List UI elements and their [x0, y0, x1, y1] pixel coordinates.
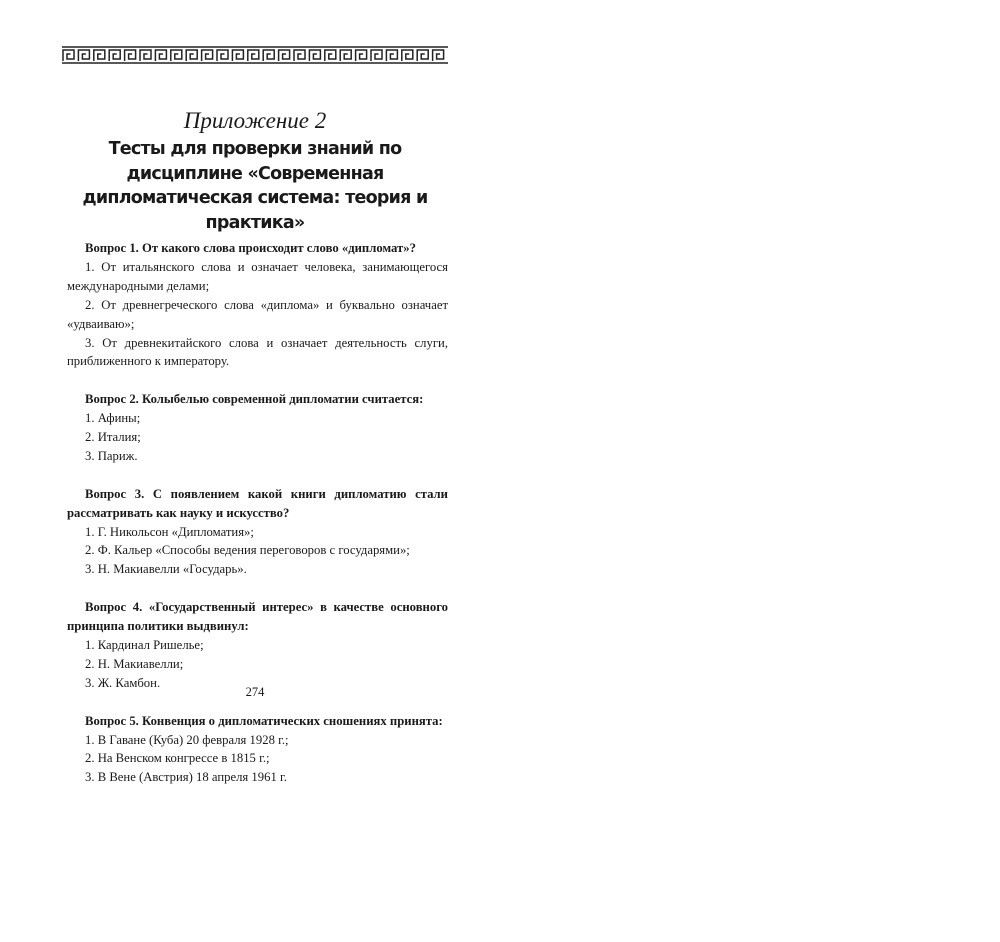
answer-option: 1. От итальянского слова и означает человека, занимающегося международными делами; [67, 259, 448, 293]
question-text: Вопрос 4. «Государственный интерес» в качестве основного принципа политики выдвинул: [67, 600, 448, 634]
answer-option: 3. Ж. Камбон. [85, 675, 161, 690]
answer-option: 2. Н. Макиавелли; [85, 656, 184, 671]
question-list-left [67, 239, 448, 806]
answer-option: 1. Афины; [85, 411, 141, 426]
answer-option: 3. Н. Макиавелли «Государь». [85, 562, 247, 577]
greek-key-ornament [62, 46, 448, 64]
answer-option: 2. Ф. Кальер «Способы ведения переговоров с государями»; [85, 543, 410, 558]
answer-option: 3. От древнекитайского слова и означает деятельность слуги, приближенного к императору. [67, 335, 448, 369]
question-block [67, 712, 448, 788]
question-text: Вопрос 2. Колыбелью современной дипломатии считается: [85, 392, 424, 407]
question-block [67, 598, 448, 693]
question-text: Вопрос 1. От какого слова происходит слово «дипломат»? [85, 241, 416, 255]
page-number-left: 274 [245, 685, 265, 699]
answer-option: 1. Г. Никольсон «Дипломатия»; [85, 524, 254, 539]
question-text: Вопрос 5. Конвенция о дипломатических сношениях принята: [85, 713, 443, 728]
answer-option: 2. От древнегреческого слова «диплома» и буквально означает «удваиваю»; [67, 297, 448, 331]
test-title: Тесты для проверки знаний по дисциплине «Современная дипломатическая система: теория и практика» [82, 139, 428, 233]
question-text: Вопрос 3. С появлением какой книги дипломатию стали рассматривать как науку и искусство? [67, 486, 448, 520]
answer-option: 1. Кардинал Ришелье; [85, 637, 204, 652]
question-block [67, 239, 448, 371]
question-block [67, 390, 448, 466]
right-page [500, 0, 1000, 741]
answer-option: 1. В Гаване (Куба) 20 февраля 1928 г.; [85, 732, 289, 747]
answer-option: 2. Италия; [85, 430, 141, 445]
appendix-title: Приложение 2 [183, 108, 327, 133]
answer-option: 3. В Вене (Австрия) 18 апреля 1961 г. [85, 770, 287, 785]
question-block [67, 485, 448, 580]
answer-option: 3. Париж. [85, 448, 138, 463]
left-page [0, 0, 500, 785]
answer-option: 2. На Венском конгрессе в 1815 г.; [85, 751, 270, 766]
